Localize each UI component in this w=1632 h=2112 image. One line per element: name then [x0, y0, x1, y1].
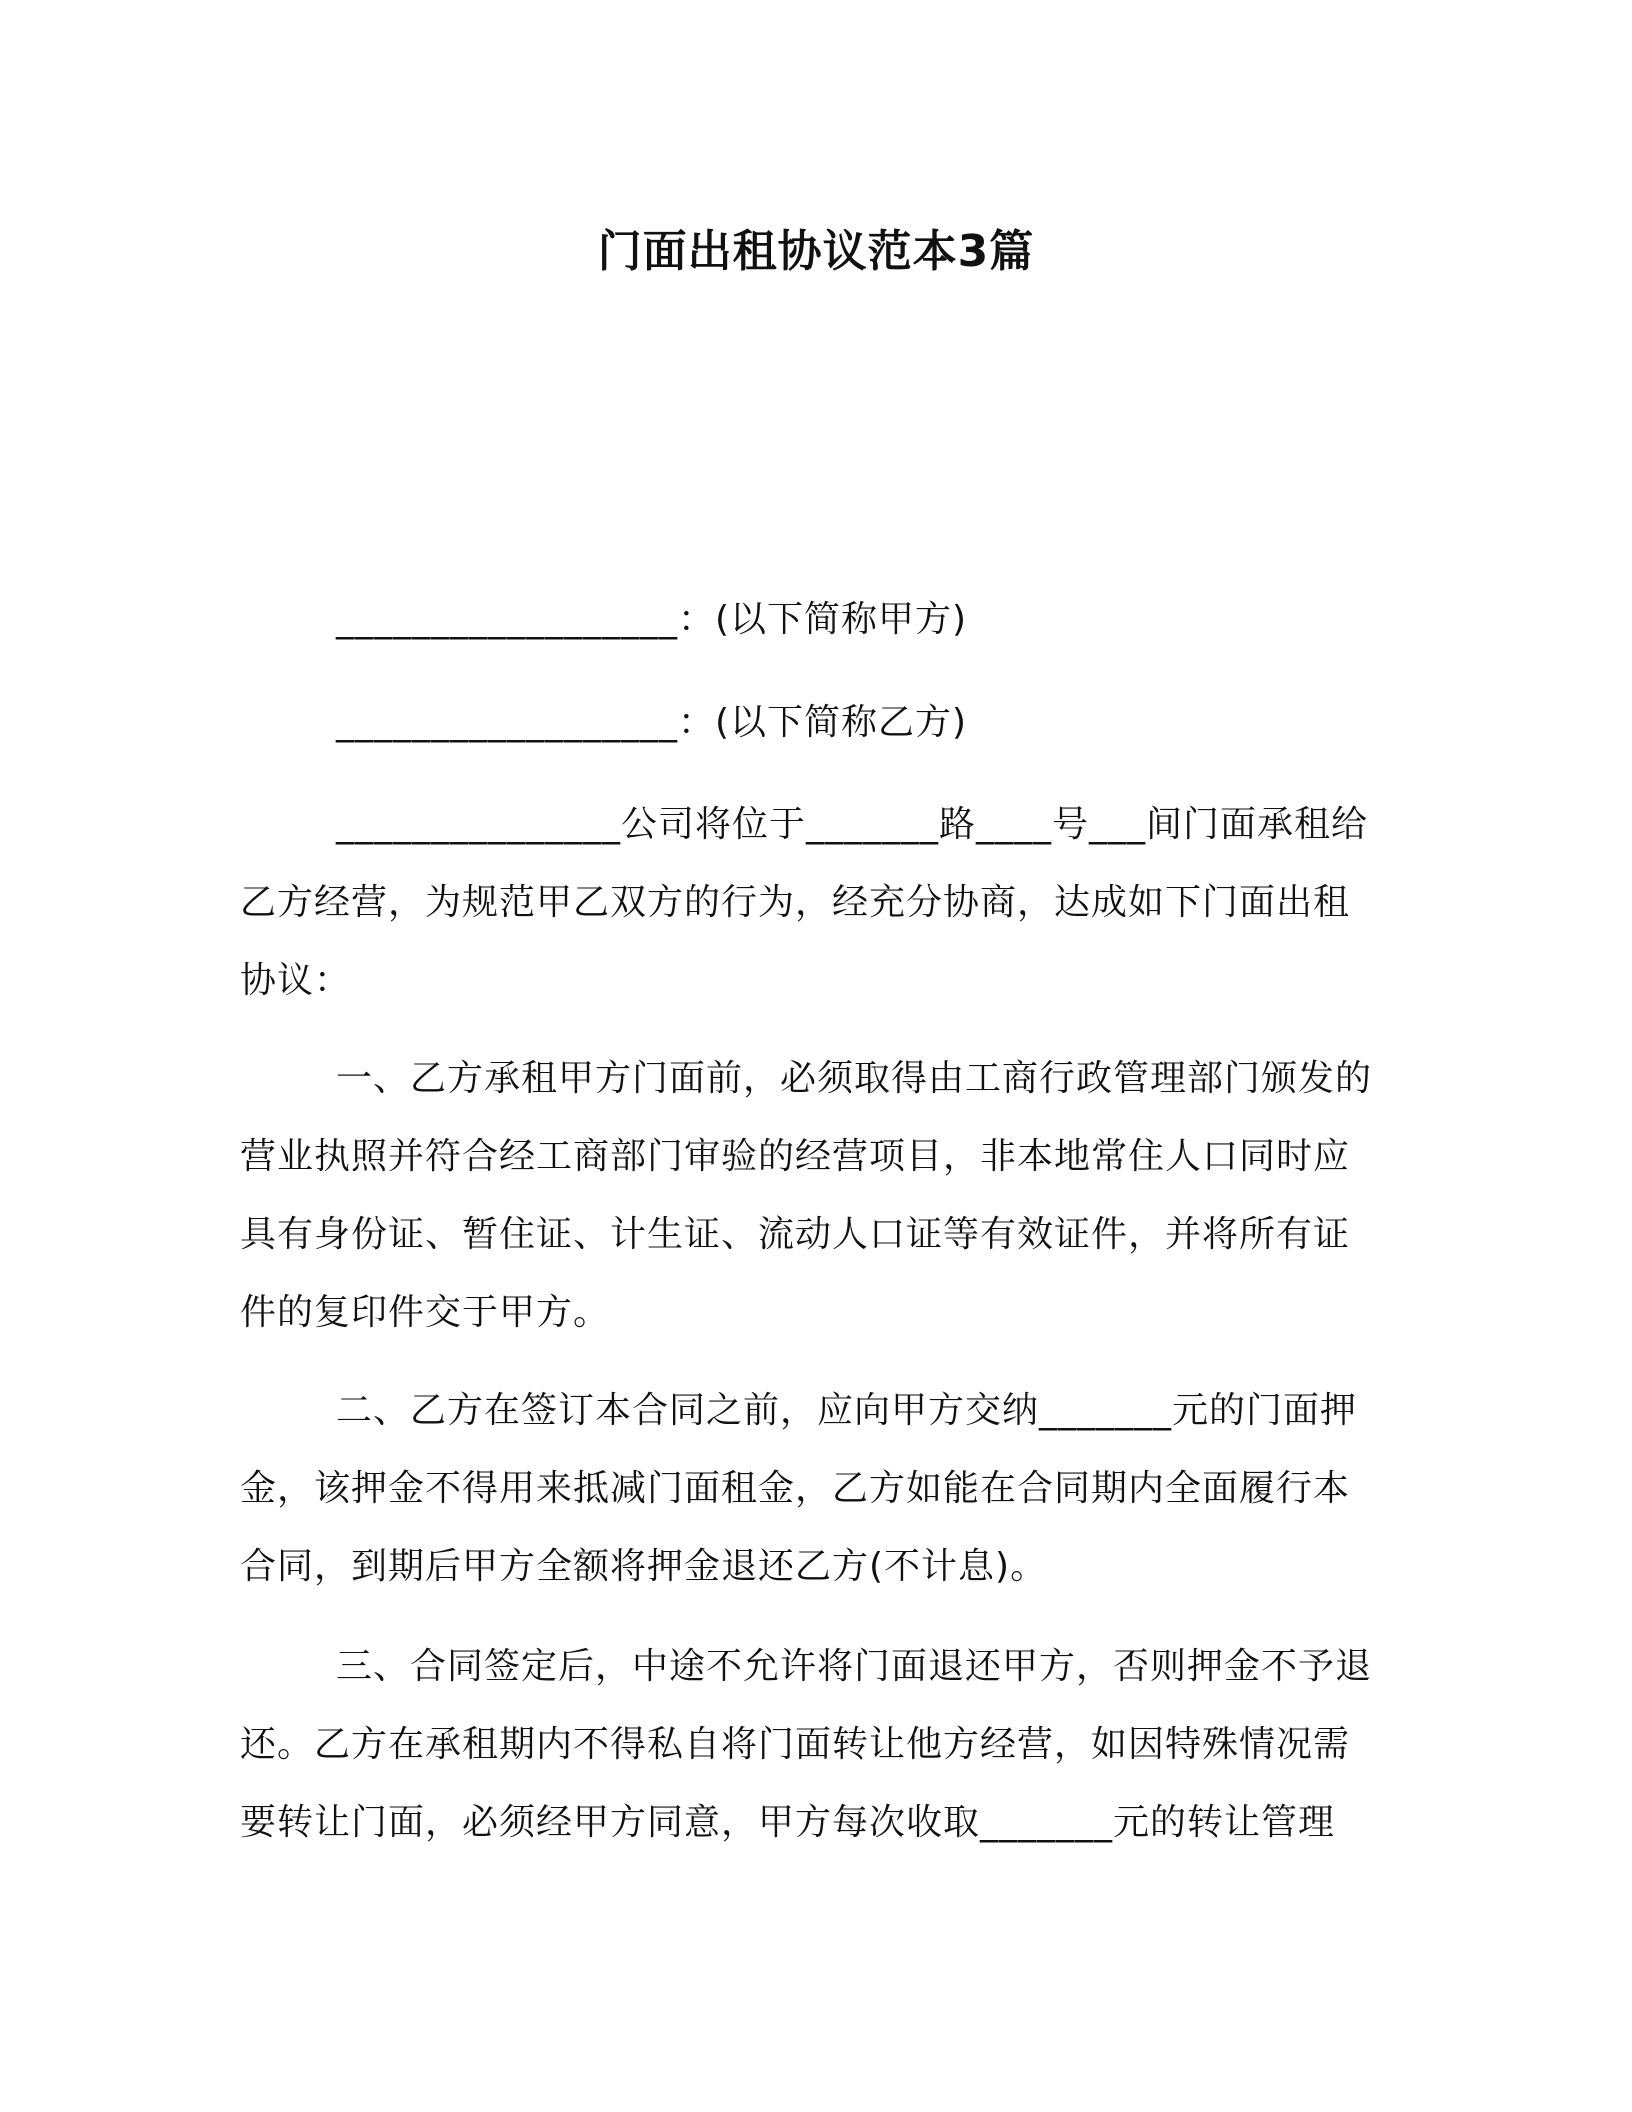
clause-2-paragraph: 二、乙方在签订本合同之前，应向甲方交纳_______元的门面押金，该押金不得用来抵减门面租金，乙方如能在合同期内全面履行本合同，到期后甲方全额将押金退还乙方(不计息)。 — [240, 1390, 1358, 1587]
document-title: 门面出租协议范本3篇 — [597, 226, 1035, 277]
party-b-line: __________________：(以下简称乙方) — [336, 702, 968, 743]
intro-paragraph: _______________公司将位于_______路____号___间门面承租给乙方经营，为规范甲乙双方的行为，经充分协商，达成如下门面出租协议： — [240, 804, 1369, 1001]
clause-1-paragraph: 一、乙方承租甲方门面前，必须取得由工商行政管理部门颁发的营业执照并符合经工商部门审验的经营项目，非本地常住人口同时应具有身份证、暂住证、计生证、流动人口证等有效证件，并将所有证件的复印件交于甲方。 — [240, 1058, 1373, 1333]
party-a-line: __________________：(以下简称甲方) — [336, 599, 968, 640]
clause-3-paragraph: 三、合同签定后，中途不允许将门面退还甲方，否则押金不予退还。乙方在承租期内不得私自将门面转让他方经营，如因特殊情况需要转让门面，必须经甲方同意，甲方每次收取_______元的转让管理 — [240, 1646, 1373, 1843]
